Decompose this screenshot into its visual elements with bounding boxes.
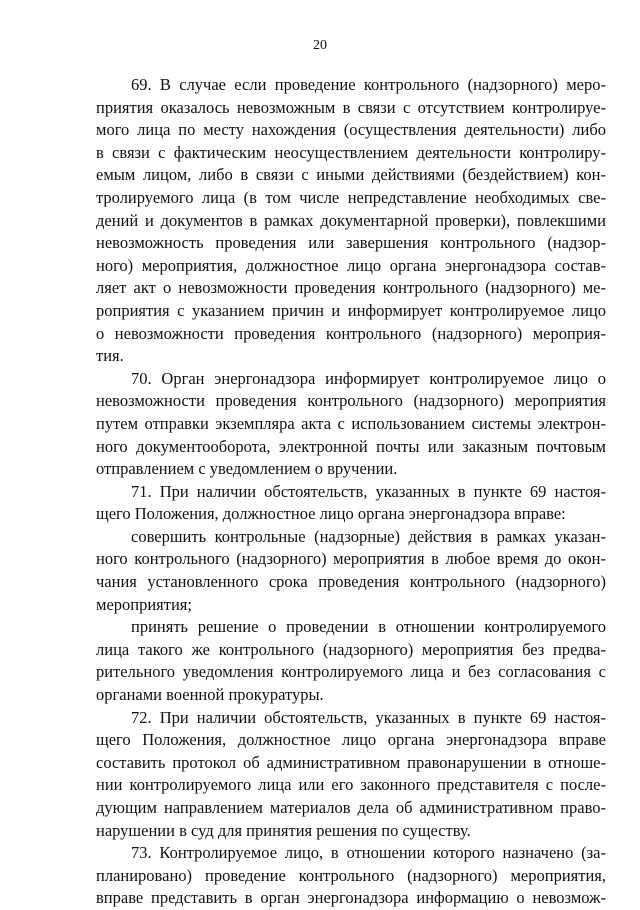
text-line: мого лица по месту нахождения (осуществления деятельности) либо [96,120,606,140]
text-line: 69. В случае если проведение контрольного (надзорного) меро- [131,75,606,94]
text-line: чания установленного срока проведения контрольного (надзорного) [96,572,606,592]
document-body [96,74,606,910]
text-line: дений и документов в рамках документарной проверки), повлекшими [96,210,606,230]
text-line: невозможность проведения или завершения контрольного (надзор- [96,233,606,253]
text-line: 72. При наличии обстоятельств, указанных в пункте 69 настоя- [131,707,606,727]
text-line: ного контрольного (надзорного) мероприятия в любое время до окон- [96,549,606,569]
text-line: 70. Орган энергонадзора информирует контролируемое лицо о [131,368,606,388]
text-line: щего Положения, должностное лицо органа энергонадзора вправе: [96,504,566,524]
text-line: 73. Контролируемое лицо, в отношении которого назначено (за- [131,843,606,863]
text-line: ного) мероприятия, должностное лицо органа энергонадзора состав- [96,255,606,275]
text-line: совершить контрольные (надзорные) действия в рамках указан- [131,526,606,546]
text-line: составить протокол об административном правонарушении в отноше- [96,752,606,772]
text-line: тролируемого лица (в том числе непредставление необходимых све- [96,187,606,207]
text-line: отправлением с уведомлением о вручении. [96,459,398,479]
text-line: планировано) проведение контрольного (надзорного) мероприятия, [96,865,606,885]
text-line: органами военной прокуратуры. [96,685,324,705]
text-line: невозможности проведения контрольного (надзорного) мероприятия [96,391,606,411]
text-line: емым лицом, либо в связи с иными действиями (бездействием) кон- [96,165,606,185]
text-line: тия. [96,346,124,366]
text-line: о невозможности проведения контрольного (надзорного) мероприя- [96,323,606,343]
page-number: 20 [313,38,327,53]
text-line: приятия оказалось невозможным в связи с отсутствием контролируе- [96,97,606,117]
text-line: рительного уведомления контролируемого лица и без согласования с [96,662,606,682]
text-line: нии контролируемого лица или его законного представителя с после- [96,775,606,795]
text-line: ляет акт о невозможности проведения контрольного (надзорного) ме- [96,278,606,298]
text-line: ного документооборота, электронной почты или заказным почтовым [96,436,606,456]
text-line: принять решение о проведении в отношении контролируемого [131,617,606,637]
text-line: лица такого же контрольного (надзорного) мероприятия без предва- [96,639,606,659]
text-line: роприятия с указанием причин и информирует контролируемое лицо [96,300,606,320]
text-line: мероприятия; [96,594,192,614]
text-line: вправе представить в орган энергонадзора информацию о невозмож- [96,888,606,908]
text-line: нарушении в суд для принятия решения по существу. [96,820,471,840]
text-line: дующим направлением материалов дела об административном право- [96,798,606,817]
text-line: щего Положения, должностное лицо органа энергонадзора вправе [96,730,606,750]
text-line: 71. При наличии обстоятельств, указанных в пункте 69 настоя- [131,481,606,501]
text-line: путем отправки экземпляра акта с использованием системы электрон- [96,413,606,433]
text-line: в связи с фактическим неосуществлением деятельности контролиру- [96,142,606,162]
